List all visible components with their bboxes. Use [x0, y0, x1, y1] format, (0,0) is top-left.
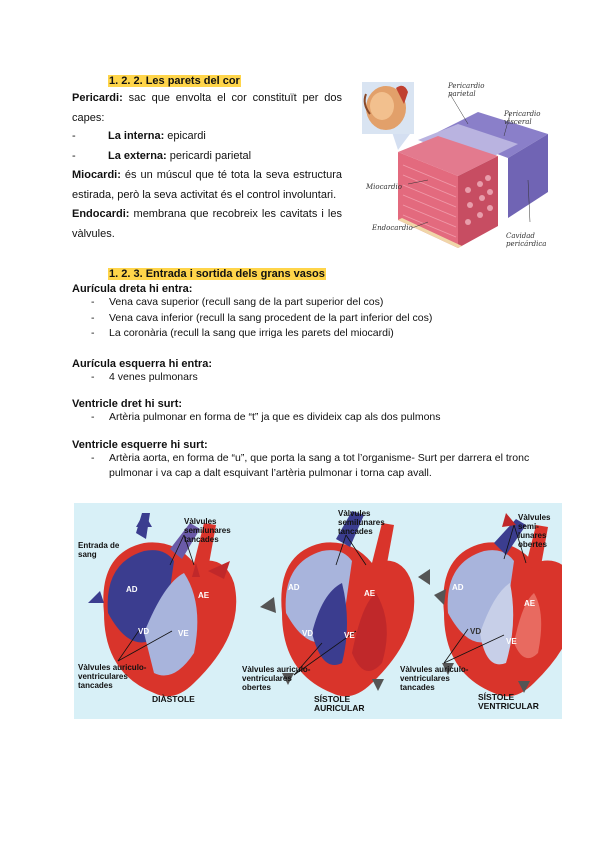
heart-thumbnail-icon: [362, 82, 414, 134]
miocardi-text: és un múscul que té tota la seva estructura estirada, però la seva activitat és el control involuntari.: [72, 169, 342, 201]
layer-term: La interna:: [108, 130, 165, 142]
section-heading-vessels: [108, 264, 326, 282]
layer-item: - La externa: pericardi parietal: [72, 150, 252, 162]
group-title: Aurícula dreta hi entra:: [72, 283, 193, 295]
group-title: Ventricle dret hi surt:: [72, 398, 183, 410]
layer-text: pericardi parietal: [169, 150, 252, 162]
miocardi-term: Miocardi:: [72, 169, 121, 181]
heading-text: 1. 2. 3. Entrada i sortida dels grans vasos: [109, 268, 325, 280]
pericardi-term: Pericardi:: [72, 92, 123, 104]
label-pericardio-visceral: Pericardio visceral: [504, 110, 541, 126]
endocardi-paragraph: [72, 205, 342, 244]
chamber-label-vd: VD: [138, 627, 150, 636]
chamber-label-ve: VE: [506, 637, 517, 646]
heart-wall-figure: [358, 80, 558, 252]
list-item: - Vena cava inferior (recull la sang procedent de la part inferior del cos): [72, 311, 542, 327]
endocardi-text: membrana que recobreix les cavitats i les vàlvules.: [72, 208, 342, 240]
phase-label-atrial-systole: SÍSTOLE AURICULAR: [314, 694, 365, 713]
layer-item: - La interna: epicardi: [72, 130, 206, 142]
phase-label-diastole: DIÀSTOLE: [152, 694, 195, 704]
group-title: Ventricle esquerre hi surt:: [72, 438, 208, 451]
chamber-label-ae: AE: [198, 591, 210, 600]
chamber-label-ae: AE: [364, 589, 376, 598]
label-entrada-sang: Entrada de sang: [78, 541, 120, 559]
label-cavidad-pericardica: Cavidad pericárdica: [506, 232, 547, 248]
label-miocardio: Miocardio: [366, 183, 402, 191]
label-av-p3: Vàlvules auriculo-ventriculares tancades: [400, 665, 469, 692]
label-semilunars-p2: Vàlvules semilunares tancades: [338, 509, 385, 536]
chamber-label-ve: VE: [344, 631, 355, 640]
list-item: - La coronària (recull la sang que irriga les parets del miocardi): [72, 326, 542, 342]
label-endocardio: Endocardio: [372, 224, 413, 232]
vessel-group: [72, 358, 542, 386]
endocardi-term: Endocardi:: [72, 208, 130, 220]
chamber-label-ad: AD: [452, 583, 464, 592]
miocardi-paragraph: [72, 166, 342, 205]
layer-term: La externa:: [108, 150, 167, 162]
chamber-label-ve: VE: [178, 629, 189, 638]
list-item: - Artèria aorta, en forma de “u”, que porta la sang a tot l’organisme- Surt per darrera el tronc pulmonar i va cap a dalt esquivant l’artèria pulmonar i torna cap avall.: [72, 451, 542, 482]
chamber-label-ad: AD: [126, 585, 138, 594]
layer-text: epicardi: [167, 130, 206, 142]
label-semilunars-p3: Vàlvules semi-lunares obertes: [518, 513, 551, 549]
chamber-label-ad: AD: [288, 583, 300, 592]
label-semilunars-p1: Vàlvules semilunares tancades: [184, 517, 231, 544]
cardiac-cycle-figure: [74, 503, 562, 719]
phase-label-ventricular-systole: SÍSTOLE VENTRICULAR: [478, 692, 539, 711]
group-title: Aurícula esquerra hi entra:: [72, 357, 212, 370]
chamber-label-vd: VD: [302, 629, 314, 638]
heading-text: 1. 2. 2. Les parets del cor: [109, 75, 240, 87]
label-pericardio-parietal: Pericardio parietal: [448, 82, 485, 98]
pericardi-paragraph: [72, 89, 342, 128]
vessel-group: [72, 439, 542, 482]
list-item: - 4 venes pulmonars: [72, 370, 542, 386]
section-heading-walls: [108, 71, 241, 89]
chamber-label-vd: VD: [470, 627, 482, 636]
list-item: - Vena cava superior (recull sang de la part superior del cos): [72, 295, 542, 311]
pericardi-text: sac que envolta el cor constituït per dos capes:: [72, 92, 342, 124]
list-item: - Artèria pulmonar en forma de “t” ja que es divideix cap als dos pulmons: [72, 410, 542, 426]
chamber-label-ae: AE: [524, 599, 536, 608]
vessel-group: [72, 398, 542, 426]
label-av-p1: Vàlvules auriculo-ventriculares tancades: [78, 663, 147, 690]
vessel-groups: [72, 283, 542, 482]
vessel-group: [72, 283, 542, 342]
label-av-p2: Vàlvules auriculo-ventriculares obertes: [242, 665, 311, 692]
